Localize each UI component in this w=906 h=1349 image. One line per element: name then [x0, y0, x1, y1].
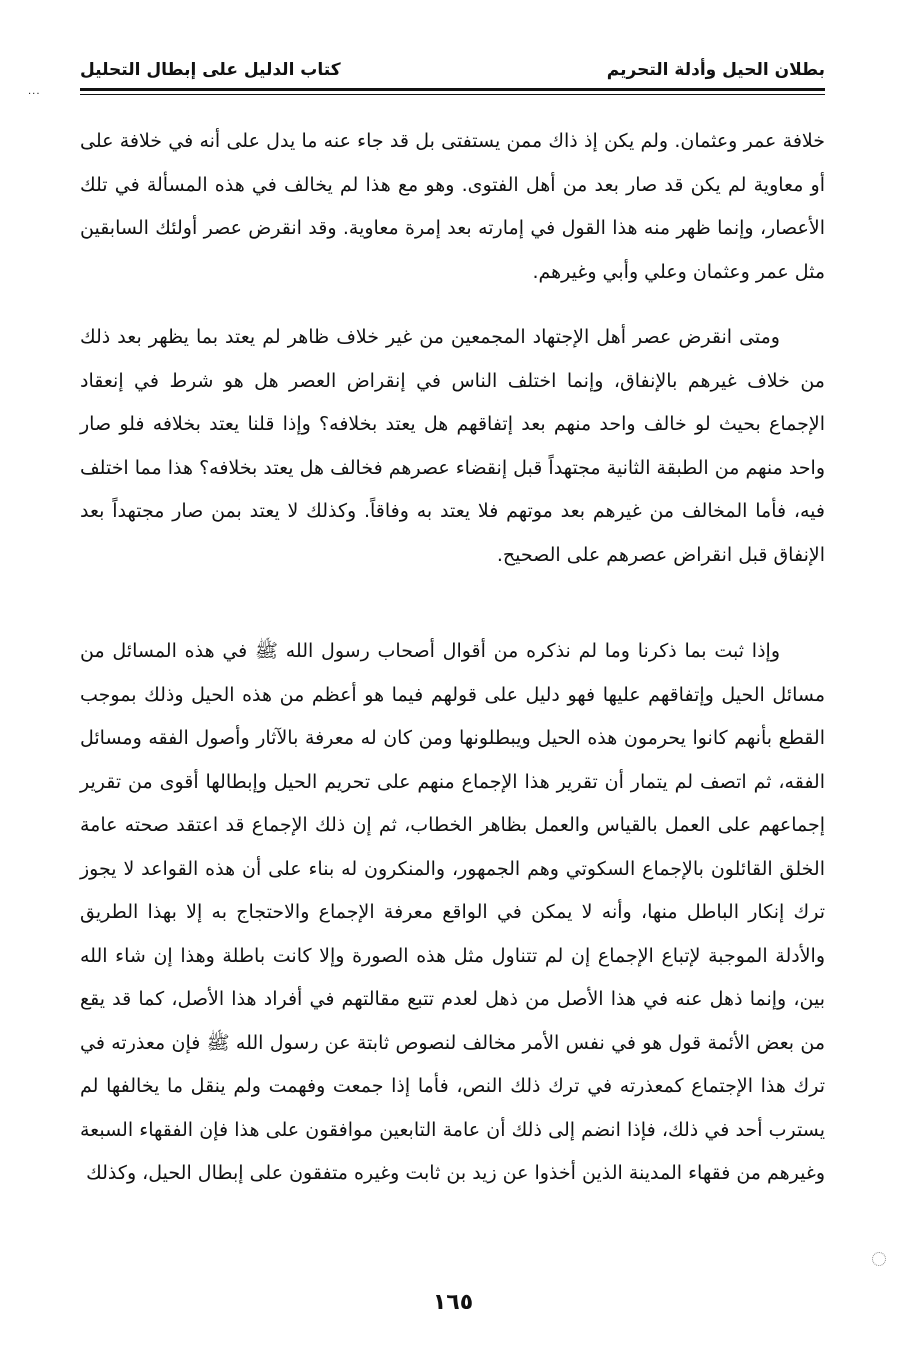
chapter-title: كتاب الدليل على إبطال التحليل: [80, 60, 341, 80]
paragraph-3: وإذا ثبت بما ذكرنا وما لم نذكره من أقوال أصحاب رسول الله ﷺ في هذه المسائل من مسائل الحيل وإتفاقهم عليها فهو دليل على قولهم فيما هو أعظم من هذه الحيل وذلك بموجب القطع بأنهم كانوا يحرمون هذه الحيل ويبطلونها ومن كان له معرفة بالآثار وأصول الفقه ومسائل الفقه، ثم اتصف لم يتمار أن تقرير هذا الإجماع منهم على تحريم الحيل وإبطالها أقوى من تقرير إجماعهم على العمل بالقياس والعمل بظاهر الخطاب، ثم إن ذلك الإجماع قد اعتقد صحته عامة الخلق القائلون بالإجماع السكوتي وهم الجمهور، والمنكرون له بناء على أن هذه القواعد لا يجوز ترك إنكار الباطل منها، وأنه لا يمكن في الواقع معرفة الإجماع والاحتجاج به إلا بهذا الطريق والأدلة الموجبة لإتباع الإجماع إن لم تتناول مثل هذه الصورة وإلا كانت باطلة وهذا إن شاء الله بين، وإنما ذهل عنه في هذا الأصل من ذهل لعدم تتبع مقالتهم في أفراد هذا الأصل، كما قد يقع من بعض الأئمة قول هو في نفس الأمر مخالف لنصوص ثابتة عن رسول الله ﷺ فإن معذرته في ترك هذا الإجتماع كمعذرته في ترك ذلك النص، فأما إذا جمعت وفهمت ولم ينقل ما يخالفها لم يسترب أحد في ذلك، فإذا انضم إلى ذلك أن عامة التابعين موافقون على هذا فإن الفقهاء السبعة وغيرهم من فقهاء المدينة الذين أخذوا عن زيد بن ثابت وغيره متفقون على إبطال الحيل، وكذلك: [80, 640, 825, 1184]
paragraph-2: ومتى انقرض عصر أهل الإجتهاد المجمعين من غير خلاف ظاهر لم يعتد بما يظهر بعد ذلك من خلاف غيرهم بالإنفاق، وإنما اختلف الناس في إنقراض العصر هل هو شرط في إنعقاد الإجماع بحيث لو خالف واحد منهم بعد إتفاقهم هل يعتد بخلافه؟ وإذا قلنا يعتد بخلافه فلو صار واحد منهم من الطبقة الثانية مجتهداً قبل إنقضاء عصرهم فخالف هل يعتد بخلافه؟ هذا مما اختلف فيه، فأما المخالف من غيرهم بعد موتهم فلا يعتد به وفاقاً. وكذلك لا يعتد بمن صار مجتهداً بعد الإنفاق قبل انقراض عصرهم على الصحيح.: [80, 326, 825, 566]
header-rule-thin: [80, 94, 825, 95]
header-dots: ...: [28, 86, 41, 97]
paragraph-1: خلافة عمر وعثمان. ولم يكن إذ ذاك ممن يستفتى بل قد جاء عنه ما يدل على أنه في خلافة على أو معاوية لم يكن قد صار بعد من أهل الفتوى. وهو مع هذا لم يخالف في هذه المسألة في تلك الأعصار، وإنما ظهر منه هذا القول في إمارته بعد إمرة معاوية. وقد انقرض عصر أولئك السابقين مثل عمر وعثمان وعلي وأبي وغيرهم.: [80, 130, 825, 283]
header-rule-thick: [80, 88, 825, 91]
running-header: [80, 56, 825, 90]
margin-ornament-icon: [872, 1252, 886, 1266]
book-title: بطلان الحيل وأدلة التحريم: [606, 60, 825, 80]
page-number: ١٦٥: [432, 1290, 474, 1315]
